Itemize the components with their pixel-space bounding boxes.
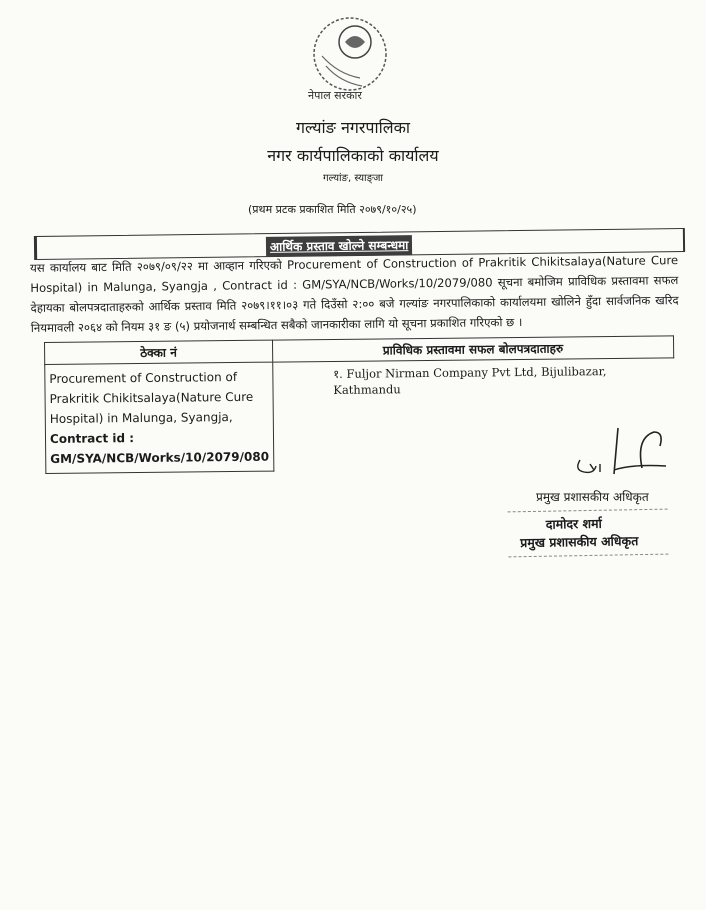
- designation: प्रमुख प्रशासकीय अधिकृत: [536, 490, 649, 504]
- signature: [570, 424, 680, 484]
- contract-id-label: Contract id :: [49, 431, 135, 446]
- stamp-title: प्रमुख प्रशासकीय अधिकृत: [520, 533, 639, 551]
- officer-stamp: [508, 509, 669, 558]
- signature-icon: [570, 424, 680, 484]
- notice-body-text: यस कार्यालय बाट मिति २०७९/०९/२२ मा आव्हान गरिएको Procurement of Construction of Prakritik Chikitsalaya(Nature Cure Hospital) in Malunga, Syangja , Contract id : GM/SYA/NCB/Works/10/2079/080 सूचना बमोजिम प्राविधिक प्रस्तावमा सफल देहायका बोलपत्रदाताहरुको आर्थिक प्रस्ताव मिति २०७९।११।०३ गते दिउँसो २:०० बजे गल्यांङ नगरपालिकाको कार्यालयमा खोलिने हुँदा सार्वजनिक खरिद नियमावली २०६४ को नियम ३१ ङ (५) प्रयोजनार्थ सम्बन्धित सबैको जानकारीका लागि यो सूचना प्रकाशित गरिएको छ ।: [30, 253, 679, 335]
- stamp-name: दामोदर शर्मा: [545, 515, 602, 532]
- notice-title: आर्थिक प्रस्ताव खोल्ने सम्बन्धमा: [266, 235, 413, 257]
- office-name: गल्यांङ नगरपालिका: [295, 118, 411, 137]
- seal-caption: नेपाल सरकार: [308, 89, 362, 102]
- contract-id: GM/SYA/NCB/Works/10/2079/080: [50, 449, 270, 466]
- office-subtitle: नगर कार्यपालिकाको कार्यालय: [267, 146, 439, 165]
- office-address: गल्यांङ, स्याङ्जा: [323, 173, 383, 184]
- contract-cell: [45, 362, 274, 473]
- contract-description: Procurement of Construction of Prakritik Chikitsalaya(Nature Cure Hospital) in Malunga, Syangja,: [49, 369, 254, 426]
- bidder-item: १. Fuljor Nirman Company Pvt Ltd, Bijulibazar, Kathmandu: [333, 364, 607, 397]
- notice-body: [30, 250, 679, 338]
- publish-date: (प्रथम प्रटक प्रकाशित मिति २०७९/१०/२५): [248, 203, 417, 216]
- table-header-bidders: प्राविधिक प्रस्तावमा सफल बोलपत्रदाताहरु: [272, 336, 673, 362]
- table-header-contract: ठेक्का नं: [45, 340, 273, 364]
